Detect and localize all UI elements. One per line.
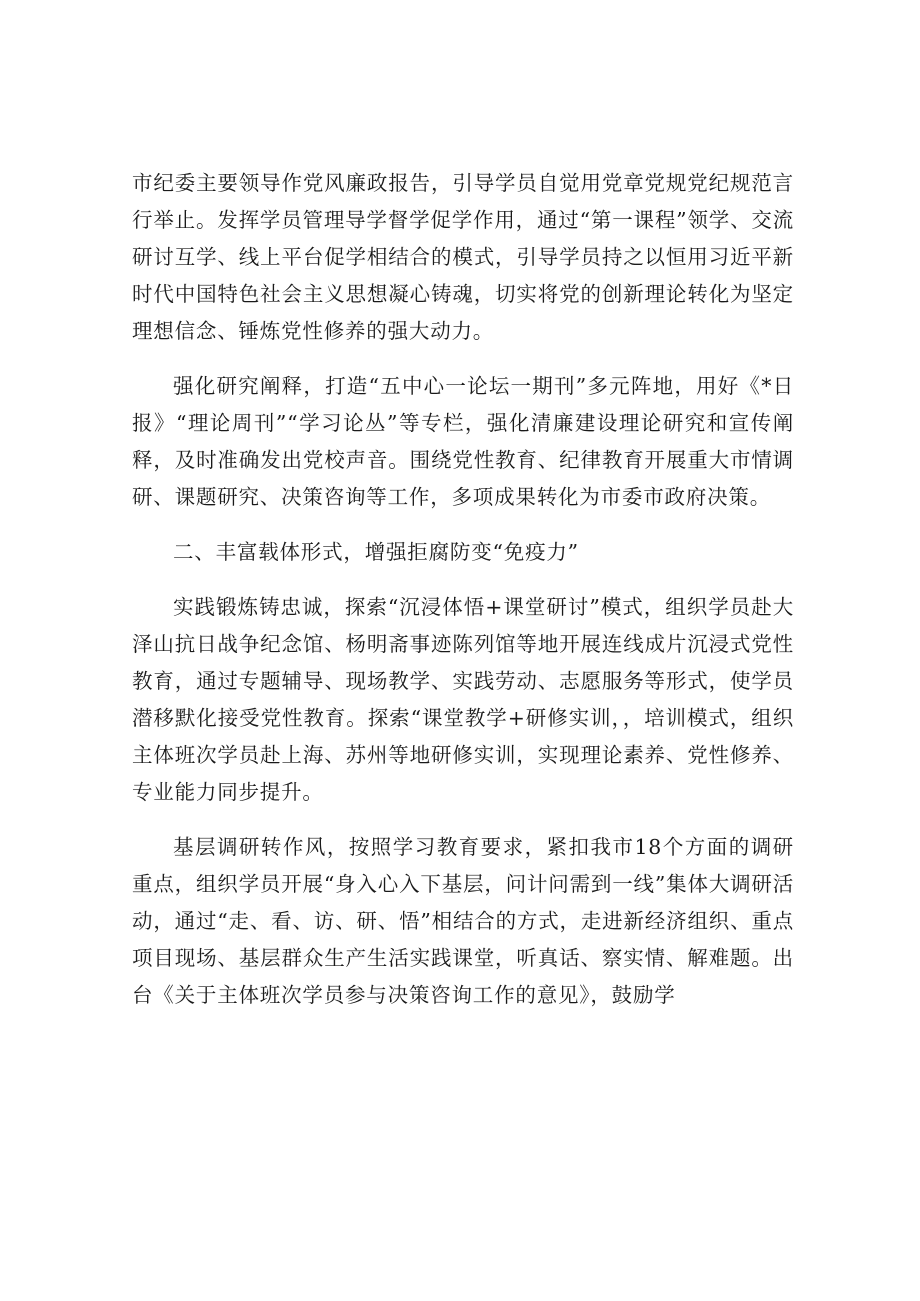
document-body [132,165,794,1032]
section-heading: 二、丰富载体形式，增强拒腐防变“免疫力” [173,540,579,564]
paragraph-continuation: 市纪委主要领导作党风廉政报告，引导学员自觉用党章党规党纪规范言行举止。发挥学员管理导学督学促学作用，通过“第一课程”领学、交流研讨互学、线上平台促学相结合的模式，引导学员持之以恒用习近平新时代中国特色社会主义思想凝心铸魂，切实将党的创新理论转化为坚定理想信念、锤炼党性修养的强大动力。 [132,171,794,343]
paragraph-grassroots-research: 基层调研转作风，按照学习教育要求，紧扣我市18个方面的调研重点，组织学员开展“身入心入下基层，问计问需到一线”集体大调研活动，通过“走、看、访、研、悟”相结合的方式，走进新经济组织、重点项目现场、基层群众生产生活实践课堂，听真话、察实情、解难题。出台《关于主体班次学员参与决策咨询工作的意见》，鼓励学 [132,835,794,1007]
paragraph-research-interpretation: 强化研究阐释，打造“五中心一论坛一期刊”多元阵地，用好《*日报》“理论周刊”“学习论丛”等专栏，强化清廉建设理论研究和宣传阐释，及时准确发出党校声音。围绕党性教育、纪律教育开展重大市情调研、课题研究、决策咨询等工作，多项成果转化为市委市政府决策。 [132,374,794,509]
paragraph-practice-training: 实践锻炼铸忠诚，探索“沉浸体悟+课堂研讨”模式，组织学员赴大泽山抗日战争纪念馆、杨明斋事迹陈列馆等地开展连线成片沉浸式党性教育，通过专题辅导、现场教学、实践劳动、志愿服务等形式，使学员潜移默化接受党性教育。探索“课堂教学+研修实训，，培训模式，组织主体班次学员赴上海、苏州等地研修实训，实现理论素养、党性修养、专业能力同步提升。 [132,595,794,804]
